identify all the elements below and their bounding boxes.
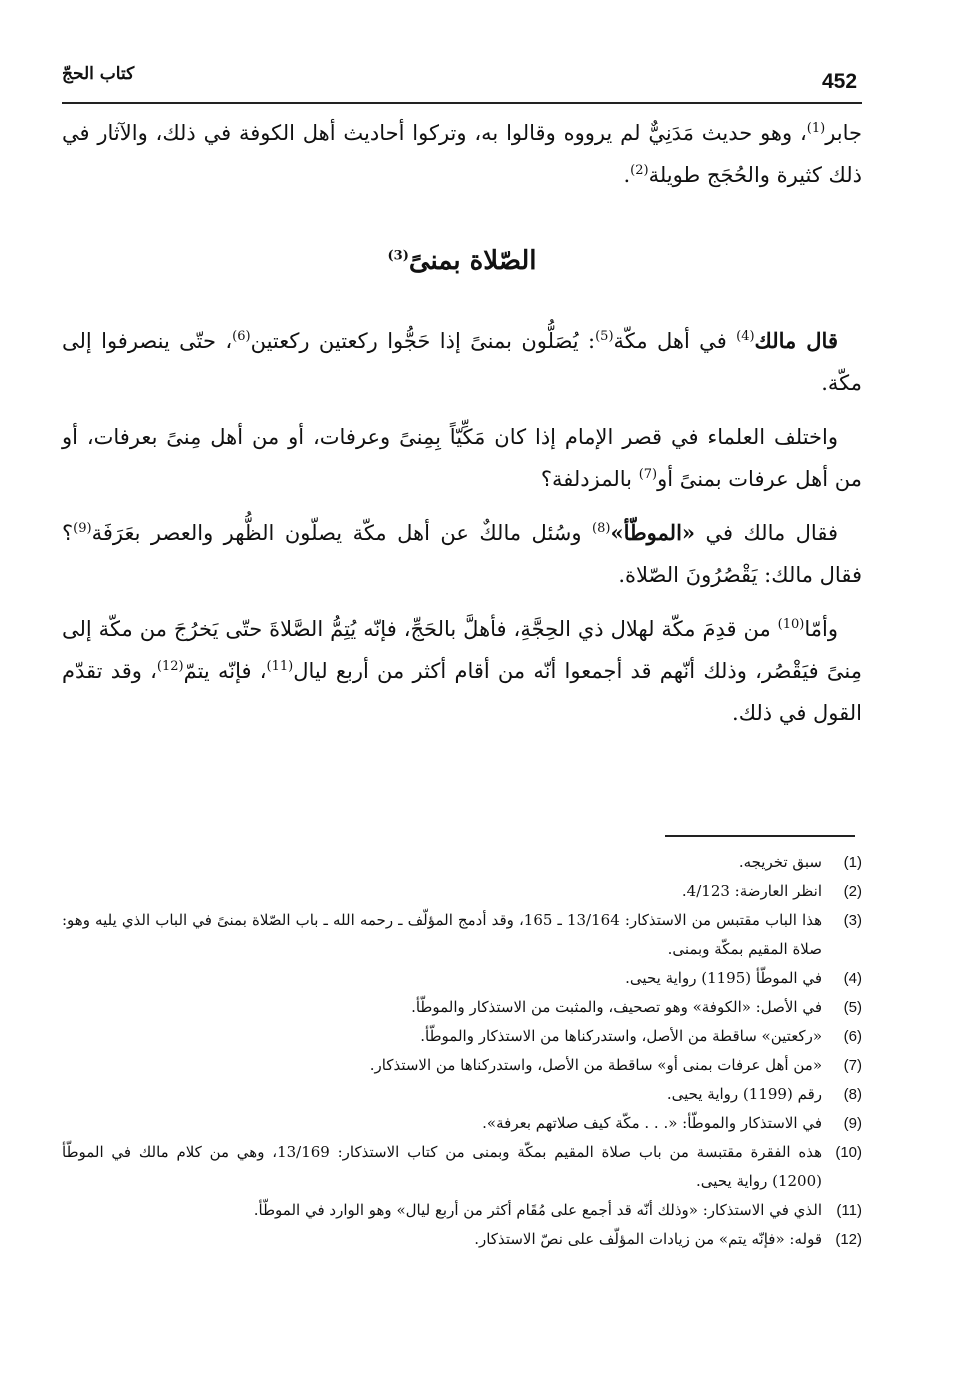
footnote-number: (10) bbox=[835, 1144, 862, 1161]
text-run-bold: «الموطّأ» bbox=[610, 520, 696, 545]
header-rule bbox=[62, 102, 862, 104]
footnote-ref: (4) bbox=[736, 329, 755, 344]
page-header bbox=[62, 62, 862, 102]
paragraph-1 bbox=[62, 112, 862, 196]
text-run: وسُئل مالكٌ عن أهل مكّة يصلّون الظُّهر والعصر بعَرَفَة bbox=[91, 521, 592, 545]
text-run: ، حتّى ينصرفوا إلى مكّة. bbox=[62, 329, 862, 395]
footnote-text: في الأصل: «الكوفة» وهو تصحيف، والمثبت من الاستذكار والموطّأ. bbox=[411, 998, 822, 1016]
text-run: ؟ فقال مالك: يَقْصُرُونَ الصّلاة. bbox=[62, 521, 862, 587]
footnote-ref: (10) bbox=[777, 617, 805, 632]
footnote-ref: (2) bbox=[630, 163, 649, 178]
footnote bbox=[62, 1080, 862, 1109]
footnotes bbox=[62, 848, 862, 1254]
footnote bbox=[62, 993, 862, 1022]
footnote-number: (12) bbox=[835, 1231, 862, 1248]
footnote-text: «من أهل عرفات بمنى أو» ساقطة من الأصل، واستدركناها من الاستذكار. bbox=[369, 1056, 822, 1074]
footnote-text: هذه الفقرة مقتبسة من باب صلاة المقيم بمكّة وبمنى من كتاب الاستذكار: 13/169، وهي من كلام مالك في الموطّأ (1200) رواية يحيى. bbox=[62, 1143, 822, 1190]
footnote-ref: (7) bbox=[638, 467, 658, 482]
footnote-ref: (1) bbox=[806, 121, 826, 136]
text-run: بالمزدلفة؟ bbox=[540, 467, 639, 491]
main-text bbox=[62, 112, 862, 746]
footnote bbox=[62, 1109, 862, 1138]
text-run: فقال مالك في bbox=[695, 521, 838, 545]
text-run: ، فإنّه يتمّ bbox=[183, 659, 267, 683]
footnote-ref: (8) bbox=[592, 521, 611, 536]
footnote-number: (5) bbox=[843, 999, 862, 1016]
footnote bbox=[62, 1051, 862, 1080]
text-run: من قدِمَ مكّة لهلال ذي الحِجَّةِ، فأهلَّ بالحَجِّ، فإنّه يُتِمُّ الصَّلاةَ حتّى يَخرُجَ من مكّة إلى مِنىً فيَقْصُر، وذلك أنّهم قد أجمعوا أنّه من أقام أكثر من أربع ليال bbox=[62, 617, 862, 683]
footnote-number: (8) bbox=[843, 1086, 862, 1103]
footnote bbox=[62, 877, 862, 906]
footnote-number: (11) bbox=[836, 1202, 862, 1219]
footnote-text: «ركعتين» ساقطة من الأصل، واستدركناها من الاستذكار والموطّأ. bbox=[420, 1027, 822, 1045]
text-run-bold: قال مالك bbox=[754, 328, 838, 353]
text-run: جابر bbox=[825, 121, 862, 145]
paragraph-5 bbox=[62, 608, 862, 734]
text-run: واختلف العلماء في قصر الإمام إذا كان مَكِّيّاً بِمِنىً وعرفات، أو من أهل مِنىً بعرفات، أو من أهل عرفات بمنىً أو bbox=[62, 425, 862, 491]
footnote-text: سبق تخريجه. bbox=[738, 853, 822, 871]
footnote-number: (4) bbox=[843, 970, 862, 987]
section-heading-text: الصّلاة بمنىً bbox=[408, 246, 537, 276]
paragraph-2 bbox=[62, 320, 862, 404]
footnote bbox=[62, 1022, 862, 1051]
paragraph-3 bbox=[62, 416, 862, 500]
footnote-ref: (9) bbox=[73, 521, 92, 536]
footnote-text: قوله: «فإنّه يتم» من زيادات المؤلّف على نصّ الاستذكار. bbox=[474, 1230, 822, 1248]
footnote bbox=[62, 1138, 862, 1196]
section-heading bbox=[62, 236, 862, 286]
footnote-ref: (3) bbox=[387, 248, 409, 264]
footnote-text: هذا الباب مقتبس من الاستذكار: 13/164 ـ 165، وقد أدمج المؤلّف ـ رحمه الله ـ باب الصّلاة بمنىً في الباب الذي يليه وهو: صلاة المقيم بمكّة وبمنى. bbox=[62, 911, 822, 958]
footnote bbox=[62, 1196, 862, 1225]
footnote bbox=[62, 964, 862, 993]
footnote bbox=[62, 906, 862, 964]
footnote-text: الذي في الاستذكار: «وذلك أنّه قد أجمع على مُقَام أكثر من أربع ليال» وهو الوارد في الموطّأ. bbox=[253, 1201, 822, 1219]
footnote-number: (1) bbox=[843, 854, 862, 871]
footnote-ref: (6) bbox=[232, 329, 251, 344]
footnote-number: (3) bbox=[843, 912, 862, 929]
footnote-text: في الموطّأ (1195) رواية يحيى. bbox=[625, 969, 822, 987]
text-run: : يُصَلُّون بمنىً إذا حَجُّوا ركعتين ركعتين bbox=[250, 329, 596, 353]
footnote-number: (9) bbox=[843, 1115, 862, 1132]
footnote-separator bbox=[665, 835, 855, 837]
paragraph-4 bbox=[62, 512, 862, 596]
footnote-text: في الاستذكار والموطّأ: «. . . مكّة كيف صلاتهم بعرفة». bbox=[482, 1114, 822, 1132]
footnote-ref: (12) bbox=[156, 659, 184, 674]
footnote-ref: (11) bbox=[266, 659, 294, 674]
footnote-number: (6) bbox=[843, 1028, 862, 1045]
running-title: كتاب الحجّ bbox=[62, 64, 135, 84]
text-run: في أهل مكّة bbox=[613, 329, 737, 353]
text-run: ، وقد تقدّم القول في ذلك. bbox=[62, 659, 862, 725]
page-number: 452 bbox=[822, 70, 858, 93]
footnote bbox=[62, 1225, 862, 1254]
footnote-number: (7) bbox=[843, 1057, 862, 1074]
text-run: . bbox=[623, 163, 631, 187]
text-run: ، وهو حديث مَدَنِيٌّ لم يرووه وقالوا به، وتركوا أحاديث أهل الكوفة في ذلك، والآثار في ذلك كثيرة والحُجَج طويلة bbox=[62, 121, 862, 187]
footnote bbox=[62, 848, 862, 877]
footnote-text: رقم (1199) رواية يحيى. bbox=[666, 1085, 822, 1103]
footnote-number: (2) bbox=[843, 883, 862, 900]
footnote-text: انظر العارضة: 4/123. bbox=[681, 882, 822, 900]
footnote-ref: (5) bbox=[595, 329, 614, 344]
text-run: وأمّا bbox=[804, 617, 838, 641]
